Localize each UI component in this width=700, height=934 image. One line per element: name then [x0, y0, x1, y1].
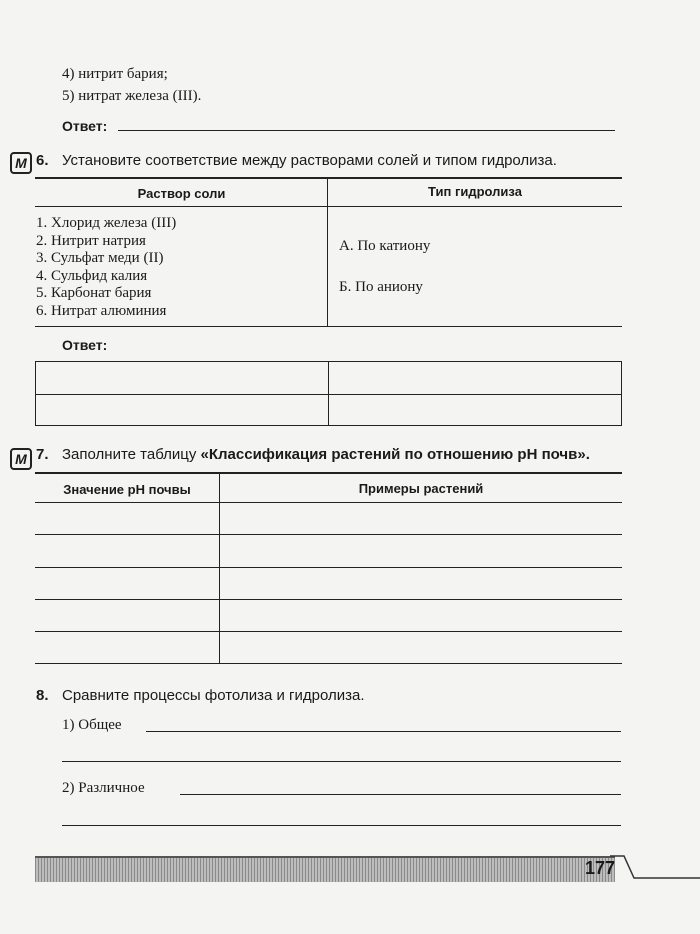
q8-item-different: 2) Различное — [62, 780, 145, 796]
q7-col2-header: Примеры растений — [358, 481, 484, 496]
page-tab-icon — [610, 854, 700, 884]
q7-number: 7. — [36, 446, 49, 463]
q8-item-common: 1) Общее — [62, 717, 122, 733]
answer-cell[interactable] — [329, 395, 621, 425]
q6-col1-header: Раствор соли — [137, 186, 226, 201]
salt-item: 5. Карбонат бария — [36, 285, 152, 301]
q6-table-top — [35, 177, 622, 179]
footer-band — [35, 856, 615, 882]
answer-cell[interactable] — [36, 395, 328, 425]
list-item-4: 4) нитрит бария; — [62, 66, 168, 82]
answer-line-common[interactable] — [146, 731, 621, 732]
type-item-a: А. По катиону — [339, 238, 431, 254]
q7-plant-cells[interactable] — [220, 503, 622, 663]
q6-table-bottom — [35, 326, 622, 327]
q7-table-bottom — [35, 663, 622, 664]
type-item-b: Б. По аниону — [339, 279, 423, 295]
q6-salts-list — [36, 215, 176, 320]
m-badge-icon: M — [10, 152, 32, 174]
q7-table-top — [35, 472, 622, 474]
m-badge-icon: M — [10, 448, 32, 470]
list-item-5: 5) нитрат железа (III). — [62, 88, 202, 104]
salt-item: 6. Нитрат алюминия — [36, 302, 167, 319]
salt-item: 4. Сульфид калия — [36, 267, 148, 284]
answer-line-different[interactable] — [180, 794, 621, 795]
q6-header-divider — [35, 206, 622, 207]
q6-answer-label: Ответ: — [62, 337, 108, 353]
answer-line-5[interactable] — [118, 130, 615, 131]
q6-col2-header: Тип гидролиза — [428, 184, 522, 199]
answer-cell[interactable] — [36, 362, 328, 394]
salt-item: 2. Нитрит натрия — [36, 232, 146, 249]
answer-cell[interactable] — [329, 362, 621, 394]
salt-item: 1. Хлорид железа (III) — [36, 215, 177, 231]
q6-text: Установите соответствие между растворами солей и типом гидролиза. — [62, 152, 557, 169]
q7-col1-header: Значение pH почвы — [63, 482, 191, 497]
q8-number: 8. — [36, 687, 49, 704]
salt-item: 3. Сульфат меди (II) — [36, 250, 164, 266]
q7-text: Заполните таблицу «Классификация растений по отношению pH почв». — [62, 446, 590, 463]
q6-number: 6. — [36, 152, 49, 169]
q7-ph-cells[interactable] — [35, 503, 219, 663]
q6-answer-grid — [35, 361, 622, 426]
q8-text: Сравните процессы фотолиза и гидролиза. — [62, 687, 365, 704]
q6-col-divider — [327, 177, 328, 327]
answer-label-5: Ответ: — [62, 118, 108, 134]
answer-line-common-2[interactable] — [62, 761, 621, 762]
page-number: 177 — [585, 858, 616, 878]
answer-line-different-2[interactable] — [62, 825, 621, 826]
